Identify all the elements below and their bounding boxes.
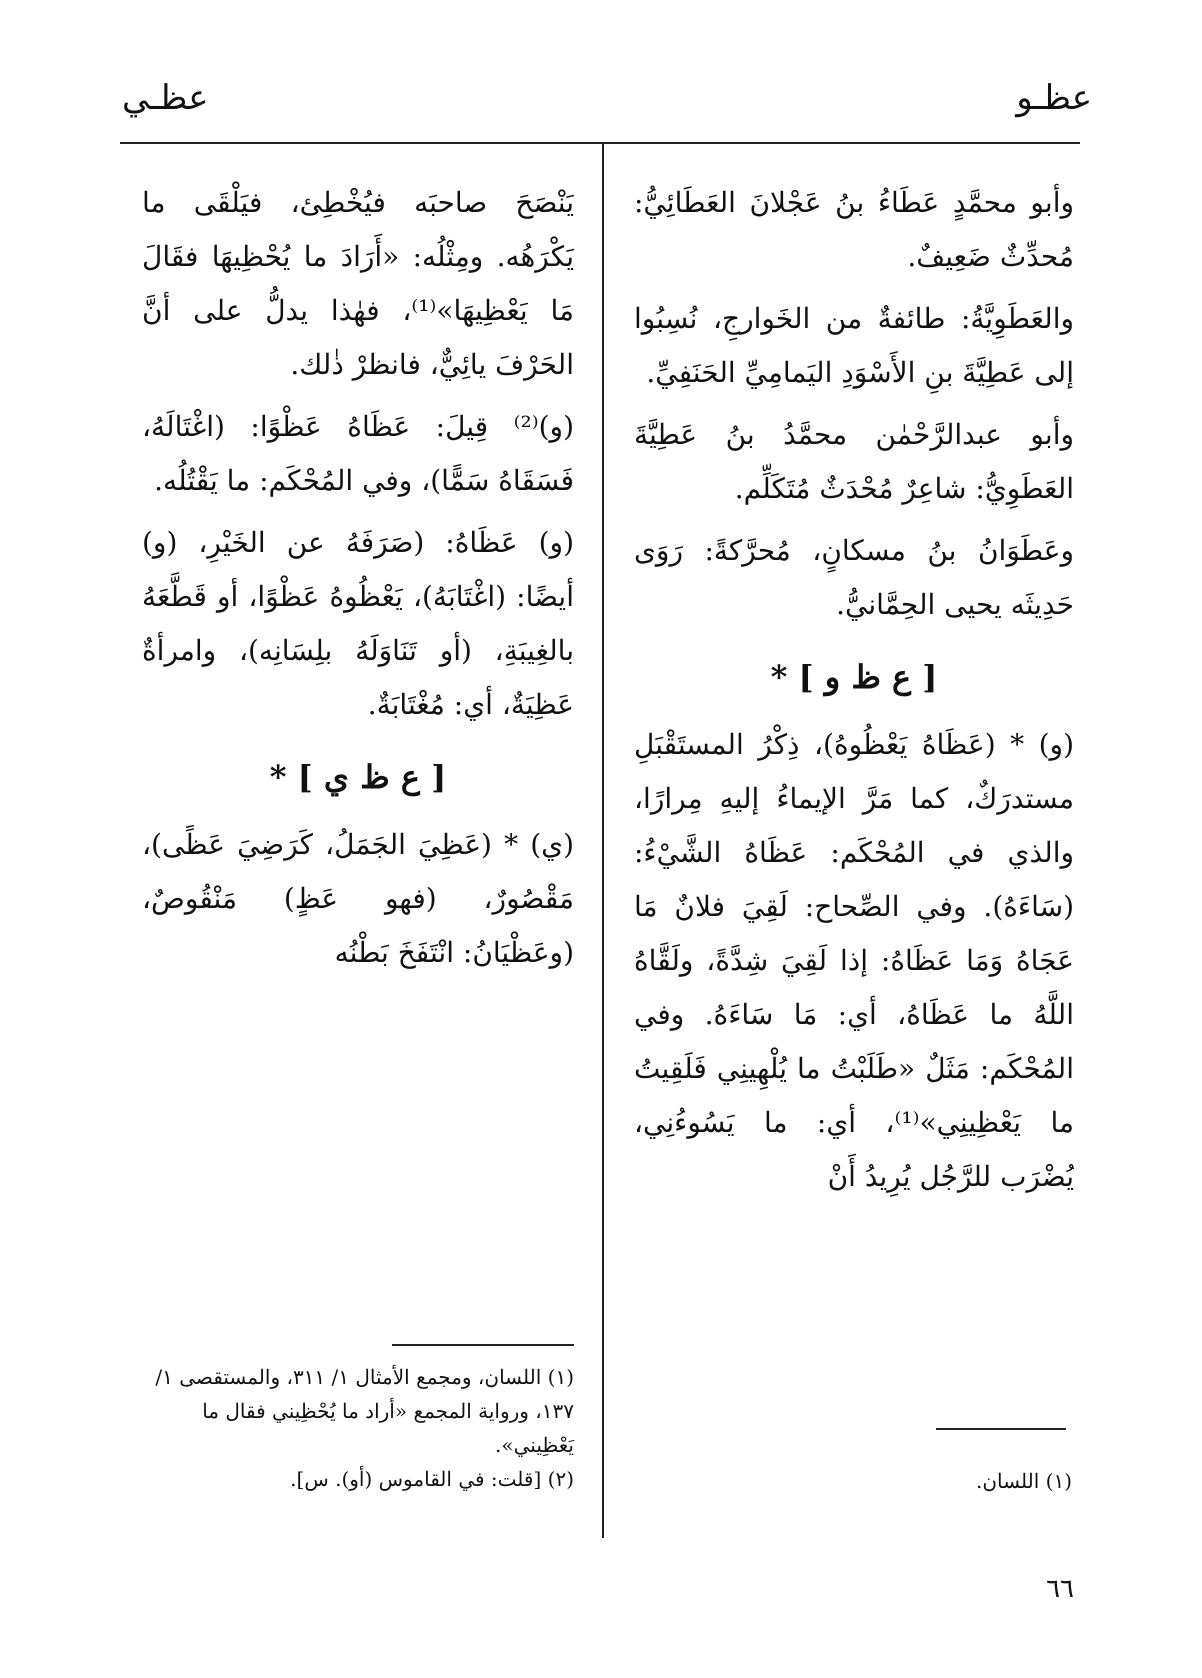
entry-paragraph: (و)⁽²⁾ قِيلَ: عَظَاهُ عَظْوًا: (اغْتَالَهُ، فَسَقَاهُ سَمًّا)، وفي المُحْكَم: ما يَقْتُلُه. <box>142 410 574 497</box>
entry-paragraph: يَنْصَحَ صاحبَه فيُخْطِئ، فيَلْقَى ما يَكْرَهُه. ومِثْلُه: «أَرَادَ ما يُحْظِيهَا فقَالَ مَا يَعْظِيهَا»⁽¹⁾، فهٰذا يدلُّ على أنَّ الحَرْفَ يائِيٌّ، فانظرْ ذٰلك. <box>142 186 574 381</box>
entry-paragraph: وأبو عبدالرَّحْمٰن محمَّدُ بنُ عَطِيَّةَ العَطَوِيُّ: شاعِرٌ مُحْدَثٌ مُتَكَلِّم. <box>634 418 1074 505</box>
footnote: (١) اللسان، ومجمع الأمثال ١/ ٣١١، والمستقصى ١/ ١٣٧، ورواية المجمع «أراد ما يُحْظِيني فقال ما يَعْظِيني». <box>155 1365 574 1457</box>
footnote-rule <box>936 1428 1066 1430</box>
header-rule <box>120 142 1080 144</box>
running-head-left: عظـي <box>122 78 209 118</box>
entry-paragraph: (و) عَظَاهُ: (صَرَفَهُ عن الخَيْرِ، (و) أيضًا: (اغْتَابَهُ)، يَعْظُوهُ عَظْوًا، أو قَطَّعَهُ بالغِيبَةِ، (أو تَنَاوَلَهُ بلِسَانِه)، وامرأةٌ عَظِيَةٌ، أي: مُغْتَابَةٌ. <box>142 526 574 721</box>
entry-paragraph: وعَطَوَانُ بنُ مسكانٍ، مُحرَّكةً: رَوَى حَدِيثَه يحيى الحِمَّانيُّ. <box>634 534 1074 621</box>
entry-paragraph: والعَطَوِيَّةُ: طائفةٌ من الخَوارجِ، نُسِبُوا إلى عَطِيَّةَ بنِ الأَسْوَدِ اليَمامِيِّ الحَنَفِيِّ. <box>634 302 1074 389</box>
footnote: (١) اللسان. <box>976 1469 1072 1493</box>
right-column <box>634 176 1074 1396</box>
column-divider <box>602 144 604 1538</box>
footnote-rule <box>392 1344 574 1346</box>
root-heading: [ ع ظ و ] * <box>770 658 938 696</box>
left-column <box>142 176 574 1366</box>
root-heading: [ ع ظ ي ] * <box>269 758 447 796</box>
page-number: ٦٦ <box>1046 1574 1074 1604</box>
footnotes-right <box>652 1464 1072 1498</box>
entry-paragraph: (و) * (عَظَاهُ يَعْظُوهُ)، ذِكْرُ المستَقْبَلِ مستدرَكٌ، كما مَرَّ الإيماءُ إليهِ مِرارًا، والذي في المُحْكَم: عَظَاهُ الشَّيْءُ: (سَاءَهُ). وفي الصِّحاح: لَقِيَ فلانٌ مَا عَجَاهُ وَمَا عَظَاهُ: إذا لَقِيَ شِدَّةً، ولَقَّاهُ اللَّهُ ما عَظَاهُ، أي: مَا سَاءَهُ. وفي المُحْكَم: مَثَلٌ «طَلَبْتُ ما يُلْهِينِي فَلَقِيتُ ما يَعْظِينِي»⁽¹⁾، أي: ما يَسُوءُنِي، يُضْرَب للرَّجُل يُرِيدُ أَنْ <box>634 728 1074 1193</box>
footnotes-left <box>142 1360 574 1496</box>
entry-paragraph: وأبو محمَّدٍ عَطَاءُ بنُ عَجْلانَ العَطَائِيُّ: مُحدِّثٌ ضَعِيفٌ. <box>634 186 1074 273</box>
running-head-right: عظـو <box>1016 78 1092 118</box>
footnote: (٢) [قلت: في القاموس (أو). س]. <box>290 1467 574 1491</box>
entry-paragraph: (ي) * (عَظِيَ الجَمَلُ، كَرَضِيَ عَظًى)، مَقْصُورٌ، (فهو عَظٍ) مَنْقُوصٌ، (وعَظْيَانُ: انْتَفَخَ بَطْنُه <box>142 828 574 969</box>
